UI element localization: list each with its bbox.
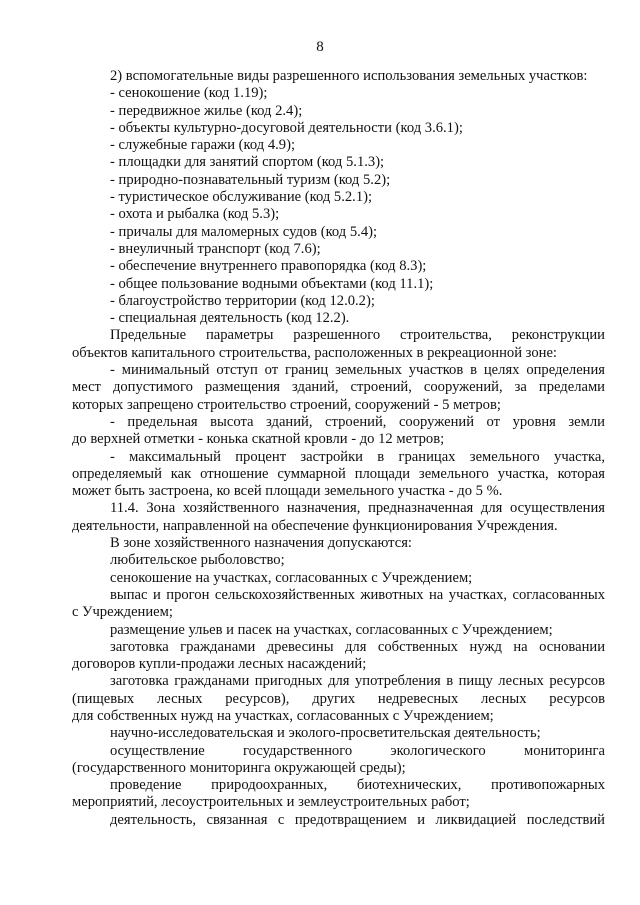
text-line: В зоне хозяйственного назначения допускаются: (110, 535, 412, 552)
text-line: - причалы для маломерных судов (код 5.4); (110, 223, 378, 240)
text-line: (пищевых лесных ресурсов), других недревесных лесных ресурсов (72, 690, 605, 707)
text-line: любительское рыболовство; (110, 552, 285, 569)
text-line: - природно-познавательный туризм (код 5.2); (110, 171, 391, 188)
text-line: (государственного мониторинга окружающей среды); (72, 759, 406, 776)
text-line: выпас и прогон сельскохозяйственных животных на участках, согласованных (110, 586, 605, 603)
text-line: - предельная высота зданий, строений, сооружений от уровня земли (110, 413, 605, 430)
text-line: осуществление государственного экологического мониторинга (110, 742, 605, 759)
text-line: договоров купли-продажи лесных насаждений; (72, 656, 367, 673)
text-line: определяемый как отношение суммарной площади земельного участка, которая (72, 465, 605, 482)
text-line: 2) вспомогательные виды разрешенного использования земельных участков: (110, 68, 588, 84)
text-line: заготовка гражданами древесины для собственных нужд на основании (110, 638, 605, 655)
text-line: мест допустимого размещения зданий, строений, сооружений, за пределами (72, 379, 605, 396)
text-line: - передвижное жилье (код 2.4); (110, 102, 303, 119)
text-line: мероприятий, лесоустроительных и землеустроительных работ; (72, 794, 470, 811)
text-line: - минимальный отступ от границ земельных участков в целях определения (110, 362, 605, 379)
text-line: научно-исследовательская и эколого-просветительская деятельность; (110, 725, 541, 742)
text-line: сенокошение на участках, согласованных с Учреждением; (110, 569, 473, 586)
text-line: 11.4. Зона хозяйственного назначения, предназначенная для осуществления (110, 500, 605, 517)
text-line: - туристическое обслуживание (код 5.2.1); (110, 189, 373, 206)
text-line: размещение ульев и пасек на участках, согласованных с Учреждением; (110, 621, 553, 638)
text-line: деятельности, направленной на обеспечение функционирования Учреждения. (72, 517, 558, 534)
text-line: для собственных нужд на участках, согласованных с Учреждением; (72, 707, 494, 724)
text-line: Предельные параметры разрешенного строительства, реконструкции (110, 327, 605, 344)
text-line: с Учреждением; (72, 604, 173, 621)
text-line: может быть застроена, ко всей площади земельного участка - до 5 %. (72, 483, 503, 500)
page-number: 8 (316, 39, 324, 55)
text-line: заготовка гражданами пригодных для употребления в пищу лесных ресурсов (110, 673, 605, 690)
text-line: проведение природоохранных, биотехнических, противопожарных (110, 777, 605, 794)
text-line: - внеуличный транспорт (код 7.6); (110, 240, 321, 257)
text-line: - служебные гаражи (код 4.9); (110, 137, 296, 154)
text-line: которых запрещено строительство строений, сооружений - 5 метров; (72, 396, 501, 413)
text-line: - специальная деятельность (код 12.2). (110, 310, 350, 327)
text-line: - объекты культурно-досуговой деятельности (код 3.6.1); (110, 119, 463, 136)
text-line: - охота и рыбалка (код 5.3); (110, 206, 280, 223)
text-line: - площадки для занятий спортом (код 5.1.3); (110, 154, 385, 171)
text-line: деятельность, связанная с предотвращением и ликвидацией последствий (110, 811, 605, 828)
text-line: - обеспечение внутреннего правопорядка (код 8.3); (110, 258, 427, 275)
text-line: - максимальный процент застройки в границах земельного участка, (110, 448, 605, 465)
document-body (72, 68, 605, 829)
text-line: - сенокошение (код 1.19); (110, 85, 268, 102)
text-line: - общее пользование водными объектами (код 11.1); (110, 275, 434, 292)
text-line: до верхней отметки - конька скатной кровли - до 12 метров; (72, 431, 445, 448)
text-line: объектов капитального строительства, расположенных в рекреационной зоне: (72, 344, 557, 361)
text-line: - благоустройство территории (код 12.0.2); (110, 292, 375, 309)
